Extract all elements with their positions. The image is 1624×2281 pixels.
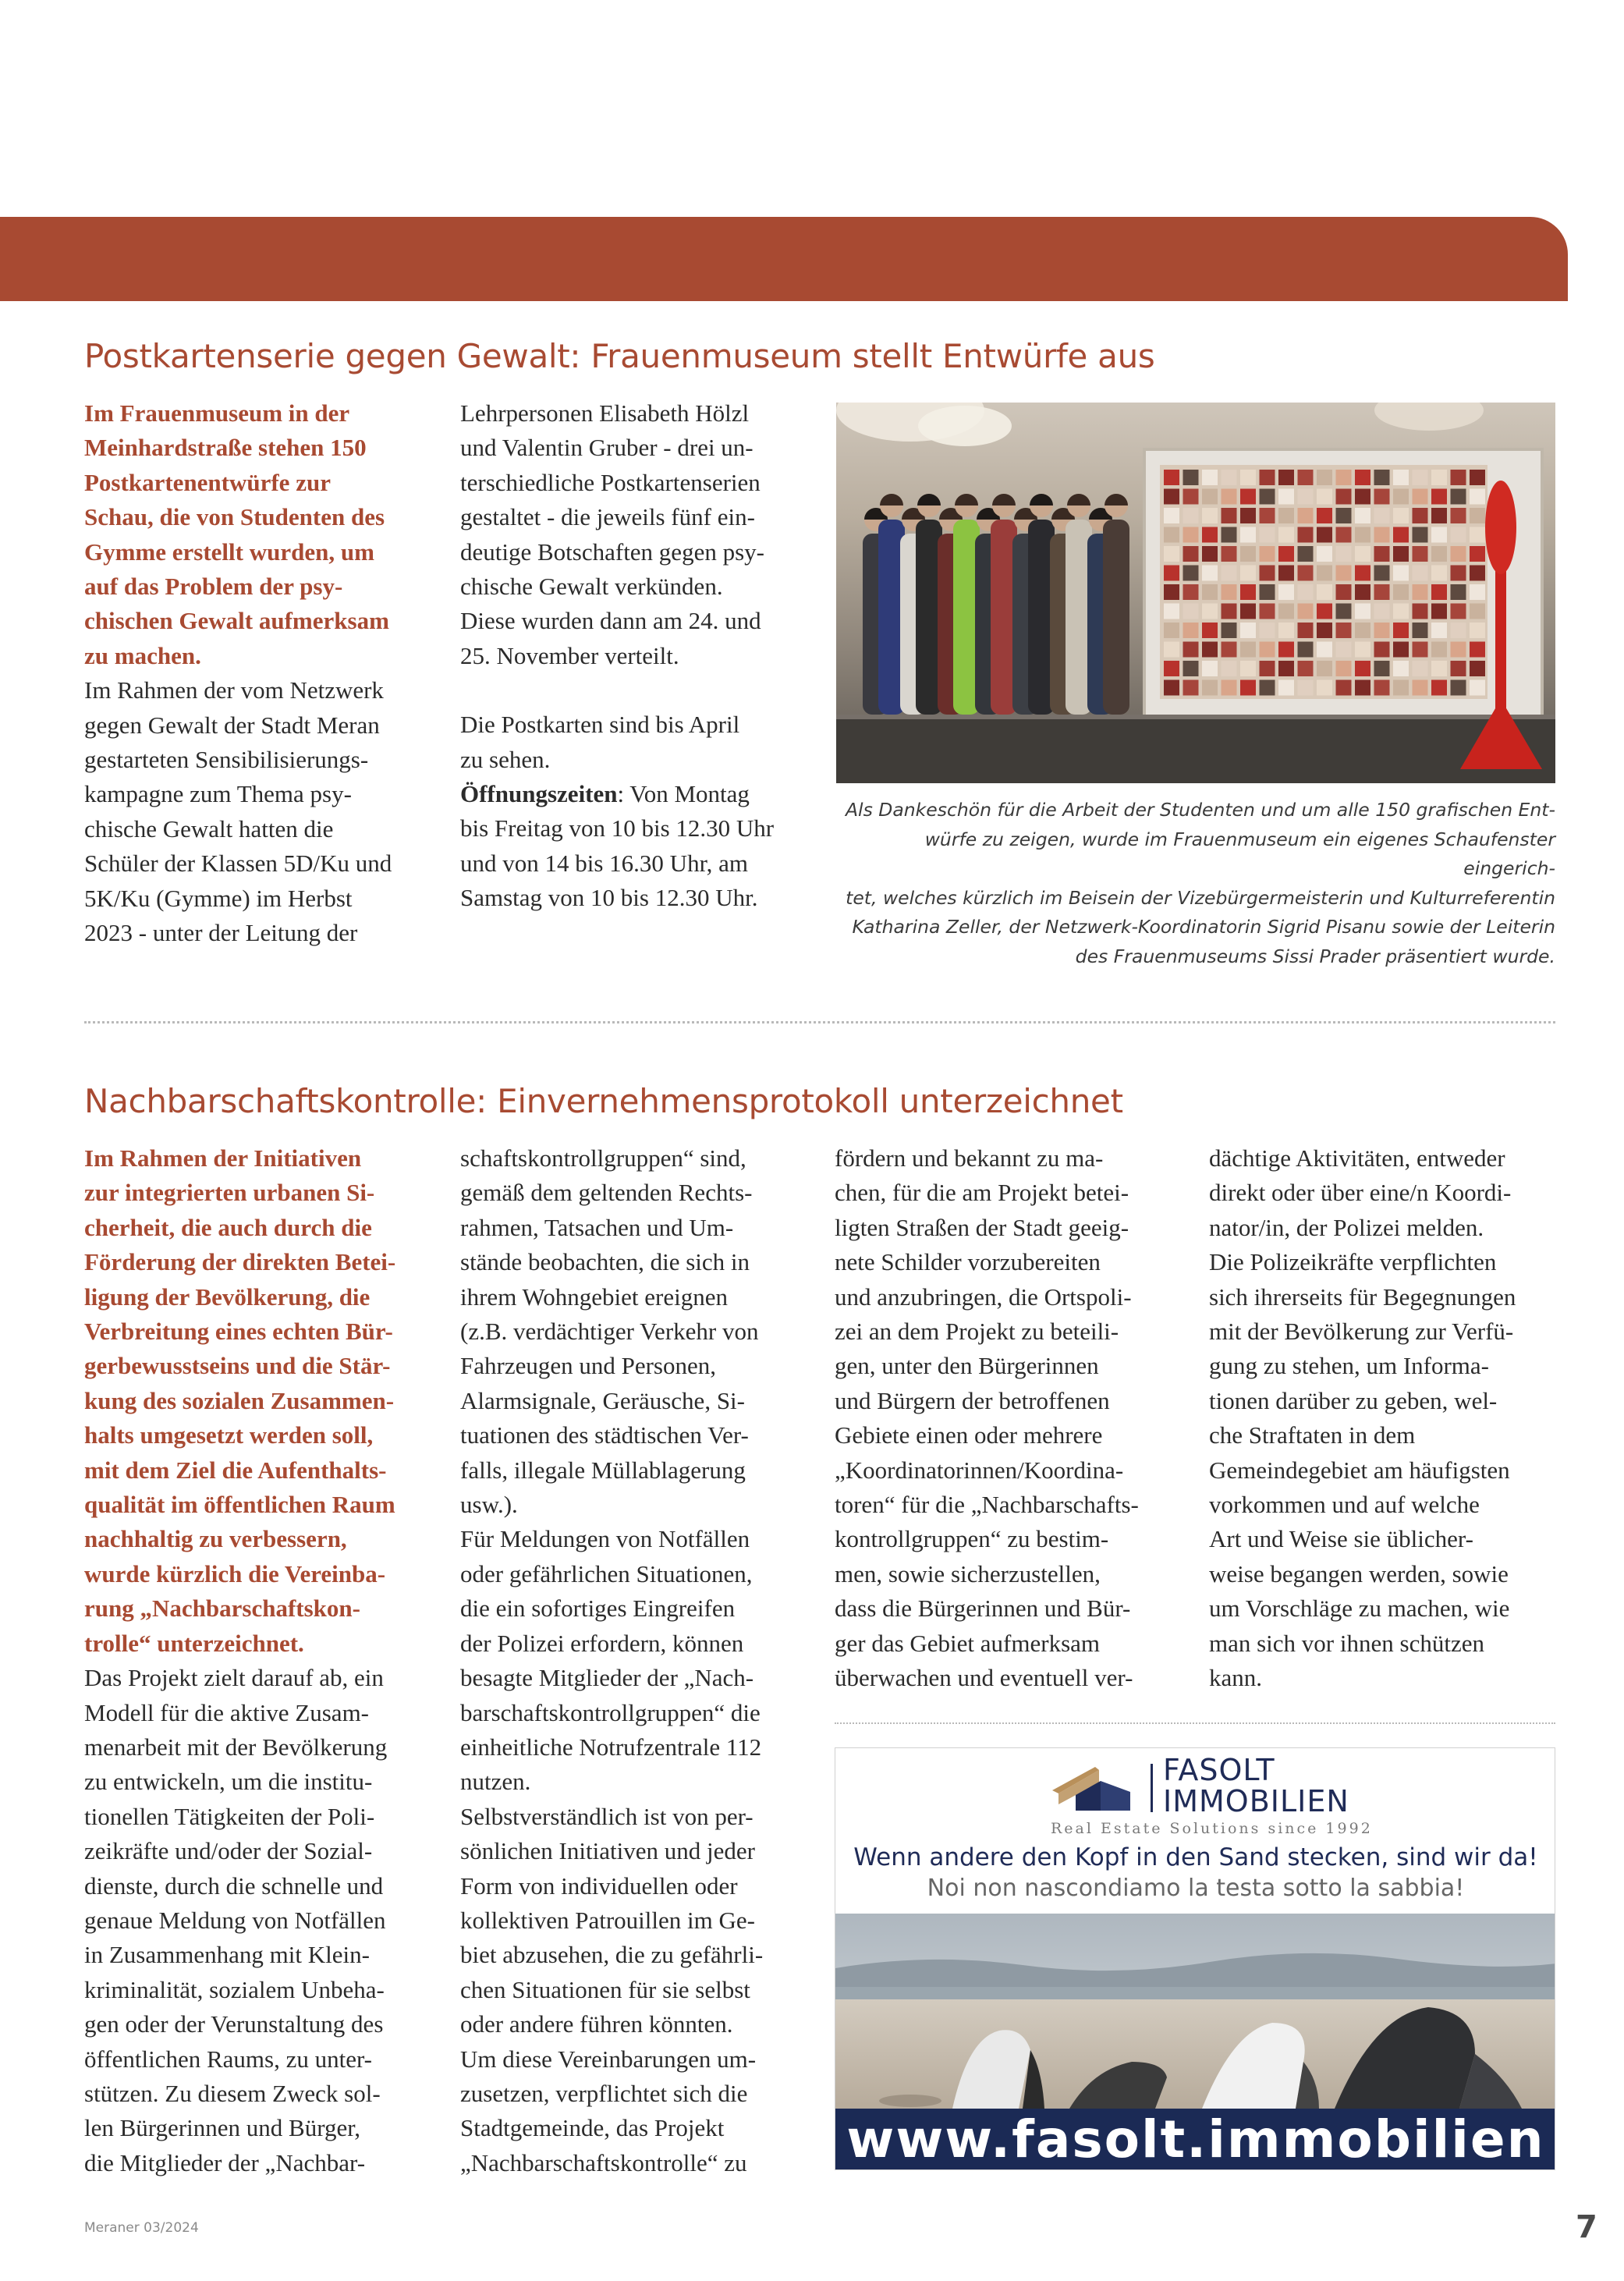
brand-line-1: FASOLT (1163, 1753, 1275, 1787)
text-line: qualität im öffentlichen Raum (84, 1491, 395, 1519)
article-1-column-1 (84, 396, 434, 951)
text-line: chische Gewalt verkünden. (460, 573, 723, 601)
text-line: menarbeit mit der Bevölkerung (84, 1733, 388, 1761)
house-logo-icon (1052, 1759, 1138, 1814)
text-line: Im Frauenmuseum in der (84, 399, 350, 427)
text-line: Um diese Vereinbarungen um- (460, 2045, 757, 2073)
text-line: zeikräfte und/oder der Sozial- (84, 1837, 373, 1865)
text-line: usw.). (460, 1491, 518, 1519)
text-line: Samstag von 10 bis 12.30 Uhr. (460, 884, 758, 912)
text-line: kampagne zum Thema psy- (84, 780, 352, 808)
text-line: Art und Weise sie üblicher- (1209, 1525, 1473, 1553)
ad-slogan-de: Wenn andere den Kopf in den Sand stecken, sind wir da! (853, 1843, 1538, 1871)
text-line: zu sehen. (460, 745, 551, 773)
text-line: wurde kürzlich die Vereinba- (84, 1559, 386, 1587)
text-line: Form von individuellen oder (460, 1871, 738, 1900)
caption-line: Als Dankeschön für die Arbeit der Studenten und um alle 150 grafischen Ent- (845, 799, 1555, 821)
text-line: gemäß dem geltenden Rechts- (460, 1179, 753, 1207)
text-line: die Mitglieder der „Nachbar- (84, 2148, 366, 2176)
text-line: schaftskontrollgruppen“ sind, (460, 1144, 746, 1172)
text-line: öffentlichen Raums, zu unter- (84, 2045, 372, 2073)
text-line: mit dem Ziel die Aufenthalts- (84, 1456, 387, 1484)
text-line: tionen darüber zu geben, wel- (1209, 1386, 1498, 1414)
text-line: Selbstverständlich ist von per- (460, 1802, 753, 1830)
text-line: und Valentin Gruber - drei un- (460, 434, 753, 462)
text-line: besagte Mitglieder der „Nach- (460, 1664, 754, 1692)
text-line: stützen. Zu diesem Zweck sol- (84, 2079, 381, 2107)
text-fragment: : Von Montag (617, 780, 750, 808)
text-line: tuationen des städtischen Ver- (460, 1421, 749, 1449)
text-line: gestarteten Sensibilisierungs- (84, 746, 369, 774)
text-line: dienste, durch die schnelle und (84, 1871, 384, 1900)
text-line: falls, illegale Müllablagerung (460, 1456, 746, 1484)
text-line: Lehrpersonen Elisabeth Hölzl (460, 399, 750, 427)
text-line: Gemeindegebiet am häufigsten (1209, 1456, 1510, 1484)
text-line: chen Situationen für sie selbst (460, 1975, 750, 2003)
text-line: oder gefährlichen Situationen, (460, 1559, 753, 1587)
text-line: Im Rahmen der Initiativen (84, 1144, 362, 1172)
text-line: die ein sofortiges Eingreifen (460, 1595, 736, 1623)
issue-label: Meraner 03/2024 (84, 2220, 199, 2236)
text-line: halts umgesetzt werden soll, (84, 1421, 374, 1449)
text-line: gen oder der Verunstaltung des (84, 2010, 384, 2038)
text-line: Im Rahmen der vom Netzwerk (84, 676, 384, 704)
text-line: „Nachbarschaftskontrolle“ zu (460, 2148, 747, 2176)
text-line: und von 14 bis 16.30 Uhr, am (460, 849, 749, 877)
header-band (0, 217, 1568, 301)
text-line: zu entwickeln, um die institu- (84, 1768, 373, 1796)
text-line: sich ihrerseits für Begegnungen (1209, 1282, 1516, 1311)
text-line: deutige Botschaften gegen psy- (460, 537, 764, 566)
text-line: nutzen. (460, 1768, 531, 1796)
article-2-column-2 (460, 1141, 810, 2180)
article-2-headline: Nachbarschaftskontrolle: Einvernehmensprotokoll unterzeichnet (84, 1082, 1123, 1120)
text-line: dass die Bürgerinnen und Bür- (835, 1595, 1131, 1623)
text-line: Das Projekt zielt darauf ab, ein (84, 1664, 384, 1692)
text-line: nete Schilder vorzubereiten (835, 1248, 1101, 1276)
text-line: kann. (1209, 1664, 1263, 1692)
text-line: gerbewusstseins und die Stär- (84, 1352, 391, 1380)
text-line: um Vorschläge zu machen, wie (1209, 1595, 1510, 1623)
logo-separator (1151, 1764, 1153, 1812)
text-line: Die Postkarten sind bis April (460, 711, 740, 739)
text-line: 25. November verteilt. (460, 641, 679, 669)
text-line: chen, für die am Projekt betei- (835, 1179, 1129, 1207)
text-line: und anzubringen, die Ortspoli- (835, 1282, 1132, 1311)
text-line: Modell für die aktive Zusam- (84, 1698, 370, 1726)
photo-caption (836, 796, 1555, 971)
text-line: Meinhardstraße stehen 150 (84, 434, 367, 462)
caption-line: würfe zu zeigen, wurde im Frauenmuseum ein eigenes Schaufenster eingerich- (924, 828, 1555, 879)
text-line: barschaftskontrollgruppen“ die (460, 1698, 761, 1726)
text-line: chische Gewalt hatten die (84, 814, 334, 843)
text-line: trolle“ unterzeichnet. (84, 1629, 304, 1657)
text-line: che Straftaten in dem (1209, 1421, 1416, 1449)
text-line: gung zu stehen, um Informa- (1209, 1352, 1489, 1380)
exhibition-photo (836, 403, 1555, 783)
ad-divider (835, 1722, 1555, 1724)
caption-line: des Frauenmuseums Sissi Prader präsentiert wurde. (1075, 945, 1555, 967)
text-line: nator/in, der Polizei melden. (1209, 1213, 1484, 1241)
text-line: gegen Gewalt der Stadt Meran (84, 711, 380, 739)
text-line: gen, unter den Bürgerinnen (835, 1352, 1099, 1380)
text-line: kollektiven Patrouillen im Ge- (460, 1906, 755, 1934)
text-line: rung „Nachbarschaftskon- (84, 1595, 360, 1623)
text-line: Postkartenentwürfe zur (84, 468, 331, 496)
text-line: Schau, die von Studenten des (84, 503, 385, 531)
text-line: kontrollgruppen“ zu bestim- (835, 1525, 1109, 1553)
text-line: überwachen und eventuell ver- (835, 1664, 1133, 1692)
text-line: ihrem Wohngebiet ereignen (460, 1282, 728, 1311)
article-2-column-4 (1209, 1141, 1558, 1696)
text-line: ger das Gebiet aufmerksam (835, 1629, 1101, 1657)
text-line: direkt oder über eine/n Koordi- (1209, 1179, 1512, 1207)
article-1-headline: Postkartenserie gegen Gewalt: Frauenmuseum stellt Entwürfe aus (84, 337, 1155, 375)
text-line: biet abzusehen, die zu gefährli- (460, 1941, 764, 1969)
article-1-column-2 (460, 396, 810, 916)
text-line: sönlichen Initiativen und jeder (460, 1837, 755, 1865)
text-line: Schüler der Klassen 5D/Ku und (84, 850, 392, 878)
text-line: ligung der Bevölkerung, die (84, 1282, 371, 1311)
text-line: kung des sozialen Zusammen- (84, 1386, 395, 1414)
text-line: weise begangen werden, sowie (1209, 1559, 1509, 1587)
caption-line: tet, welches kürzlich im Beisein der Vizebürgermeisterin und Kulturreferentin (846, 886, 1555, 909)
photo-illustration (836, 403, 1555, 783)
fasolt-advertisement[interactable] (835, 1747, 1555, 2170)
text-line: Die Polizeikräfte verpflichten (1209, 1248, 1497, 1276)
text-line: „Koordinatorinnen/Koordina- (835, 1456, 1124, 1484)
brand-tagline: Real Estate Solutions since 1992 (1051, 1820, 1373, 1837)
beach-image (835, 1914, 1555, 2109)
text-line: in Zusammenhang mit Klein- (84, 1941, 370, 1969)
text-line: Gebiete einen oder mehrere (835, 1421, 1103, 1449)
text-line: auf das Problem der psy- (84, 573, 343, 601)
text-line: bis Freitag von 10 bis 12.30 Uhr (460, 814, 775, 843)
text-line: und Bürgern der betroffenen (835, 1386, 1110, 1414)
text-line: Alarmsignale, Geräusche, Si- (460, 1386, 745, 1414)
brand-name (1163, 1754, 1349, 1817)
text-line: stände beobachten, die sich in (460, 1248, 750, 1276)
text-line: chischen Gewalt aufmerksam (84, 607, 389, 635)
text-line: kriminalität, sozialem Unbeha- (84, 1975, 385, 2003)
article-2-column-3 (835, 1141, 1184, 1696)
text-line: oder andere führen könnten. (460, 2010, 733, 2038)
text-line: gestaltet - die jeweils fünf ein- (460, 503, 755, 531)
text-line: zur integrierten urbanen Si- (84, 1179, 375, 1207)
text-line: einheitliche Notrufzentrale 112 (460, 1733, 762, 1761)
section-divider (84, 1021, 1555, 1023)
article-2-column-1 (84, 1141, 434, 2180)
text-line: Gymme erstellt wurden, um (84, 537, 374, 566)
caption-line: Katharina Zeller, der Netzwerk-Koordinatorin Sigrid Pisanu sowie der Leiterin (852, 916, 1555, 938)
text-line: cherheit, die auch durch die (84, 1213, 372, 1241)
text-line: (z.B. verdächtiger Verkehr von (460, 1318, 759, 1346)
text-line: mit der Bevölkerung zur Verfü- (1209, 1318, 1514, 1346)
text-line: vorkommen und auf welche (1209, 1491, 1480, 1519)
text-line: zei an dem Projekt zu beteili- (835, 1318, 1119, 1346)
text-line: zu machen. (84, 641, 201, 669)
text-line: len Bürgerinnen und Bürger, (84, 2114, 361, 2142)
text-line: der Polizei erfordern, können (460, 1629, 744, 1657)
text-line: men, sowie sicherzustellen, (835, 1559, 1101, 1587)
text-line: Diese wurden dann am 24. und (460, 607, 761, 635)
text-line: Stadtgemeinde, das Projekt (460, 2114, 725, 2142)
text-line: Fahrzeugen und Personen, (460, 1352, 716, 1380)
text-line: terschiedliche Postkartenserien (460, 468, 761, 496)
ad-website-link[interactable]: www.fasolt.immobilien (835, 2109, 1555, 2170)
brand-line-2: IMMOBILIEN (1163, 1784, 1349, 1818)
ad-slogan-it: Noi non nascondiamo la testa sotto la sabbia! (927, 1875, 1465, 1902)
text-line: 2023 - unter der Leitung der (84, 919, 358, 947)
text-line: dächtige Aktivitäten, entweder (1209, 1144, 1505, 1172)
opening-hours-label: Öffnungszeiten (460, 780, 618, 808)
text-line: fördern und bekannt zu ma- (835, 1144, 1104, 1172)
text-line: Verbreitung eines echten Bür- (84, 1318, 393, 1346)
text-line: Für Meldungen von Notfällen (460, 1525, 750, 1553)
text-line: nachhaltig zu verbessern, (84, 1525, 347, 1553)
text-line: man sich vor ihnen schützen (1209, 1629, 1484, 1657)
opening-hours-line (460, 777, 810, 811)
text-line: rahmen, Tatsachen und Um- (460, 1213, 734, 1241)
text-line: toren“ für die „Nachbarschafts- (835, 1491, 1139, 1519)
text-line: Förderung der direkten Betei- (84, 1248, 396, 1276)
text-line: zusetzen, verpflichtet sich die (460, 2079, 748, 2107)
text-line: tionellen Tätigkeiten der Poli- (84, 1802, 375, 1830)
text-line: ligten Straßen der Stadt geeig- (835, 1213, 1129, 1241)
page-number: 7 (1576, 2209, 1597, 2245)
text-line: 5K/Ku (Gymme) im Herbst (84, 884, 353, 912)
text-line: genaue Meldung von Notfällen (84, 1906, 386, 1934)
